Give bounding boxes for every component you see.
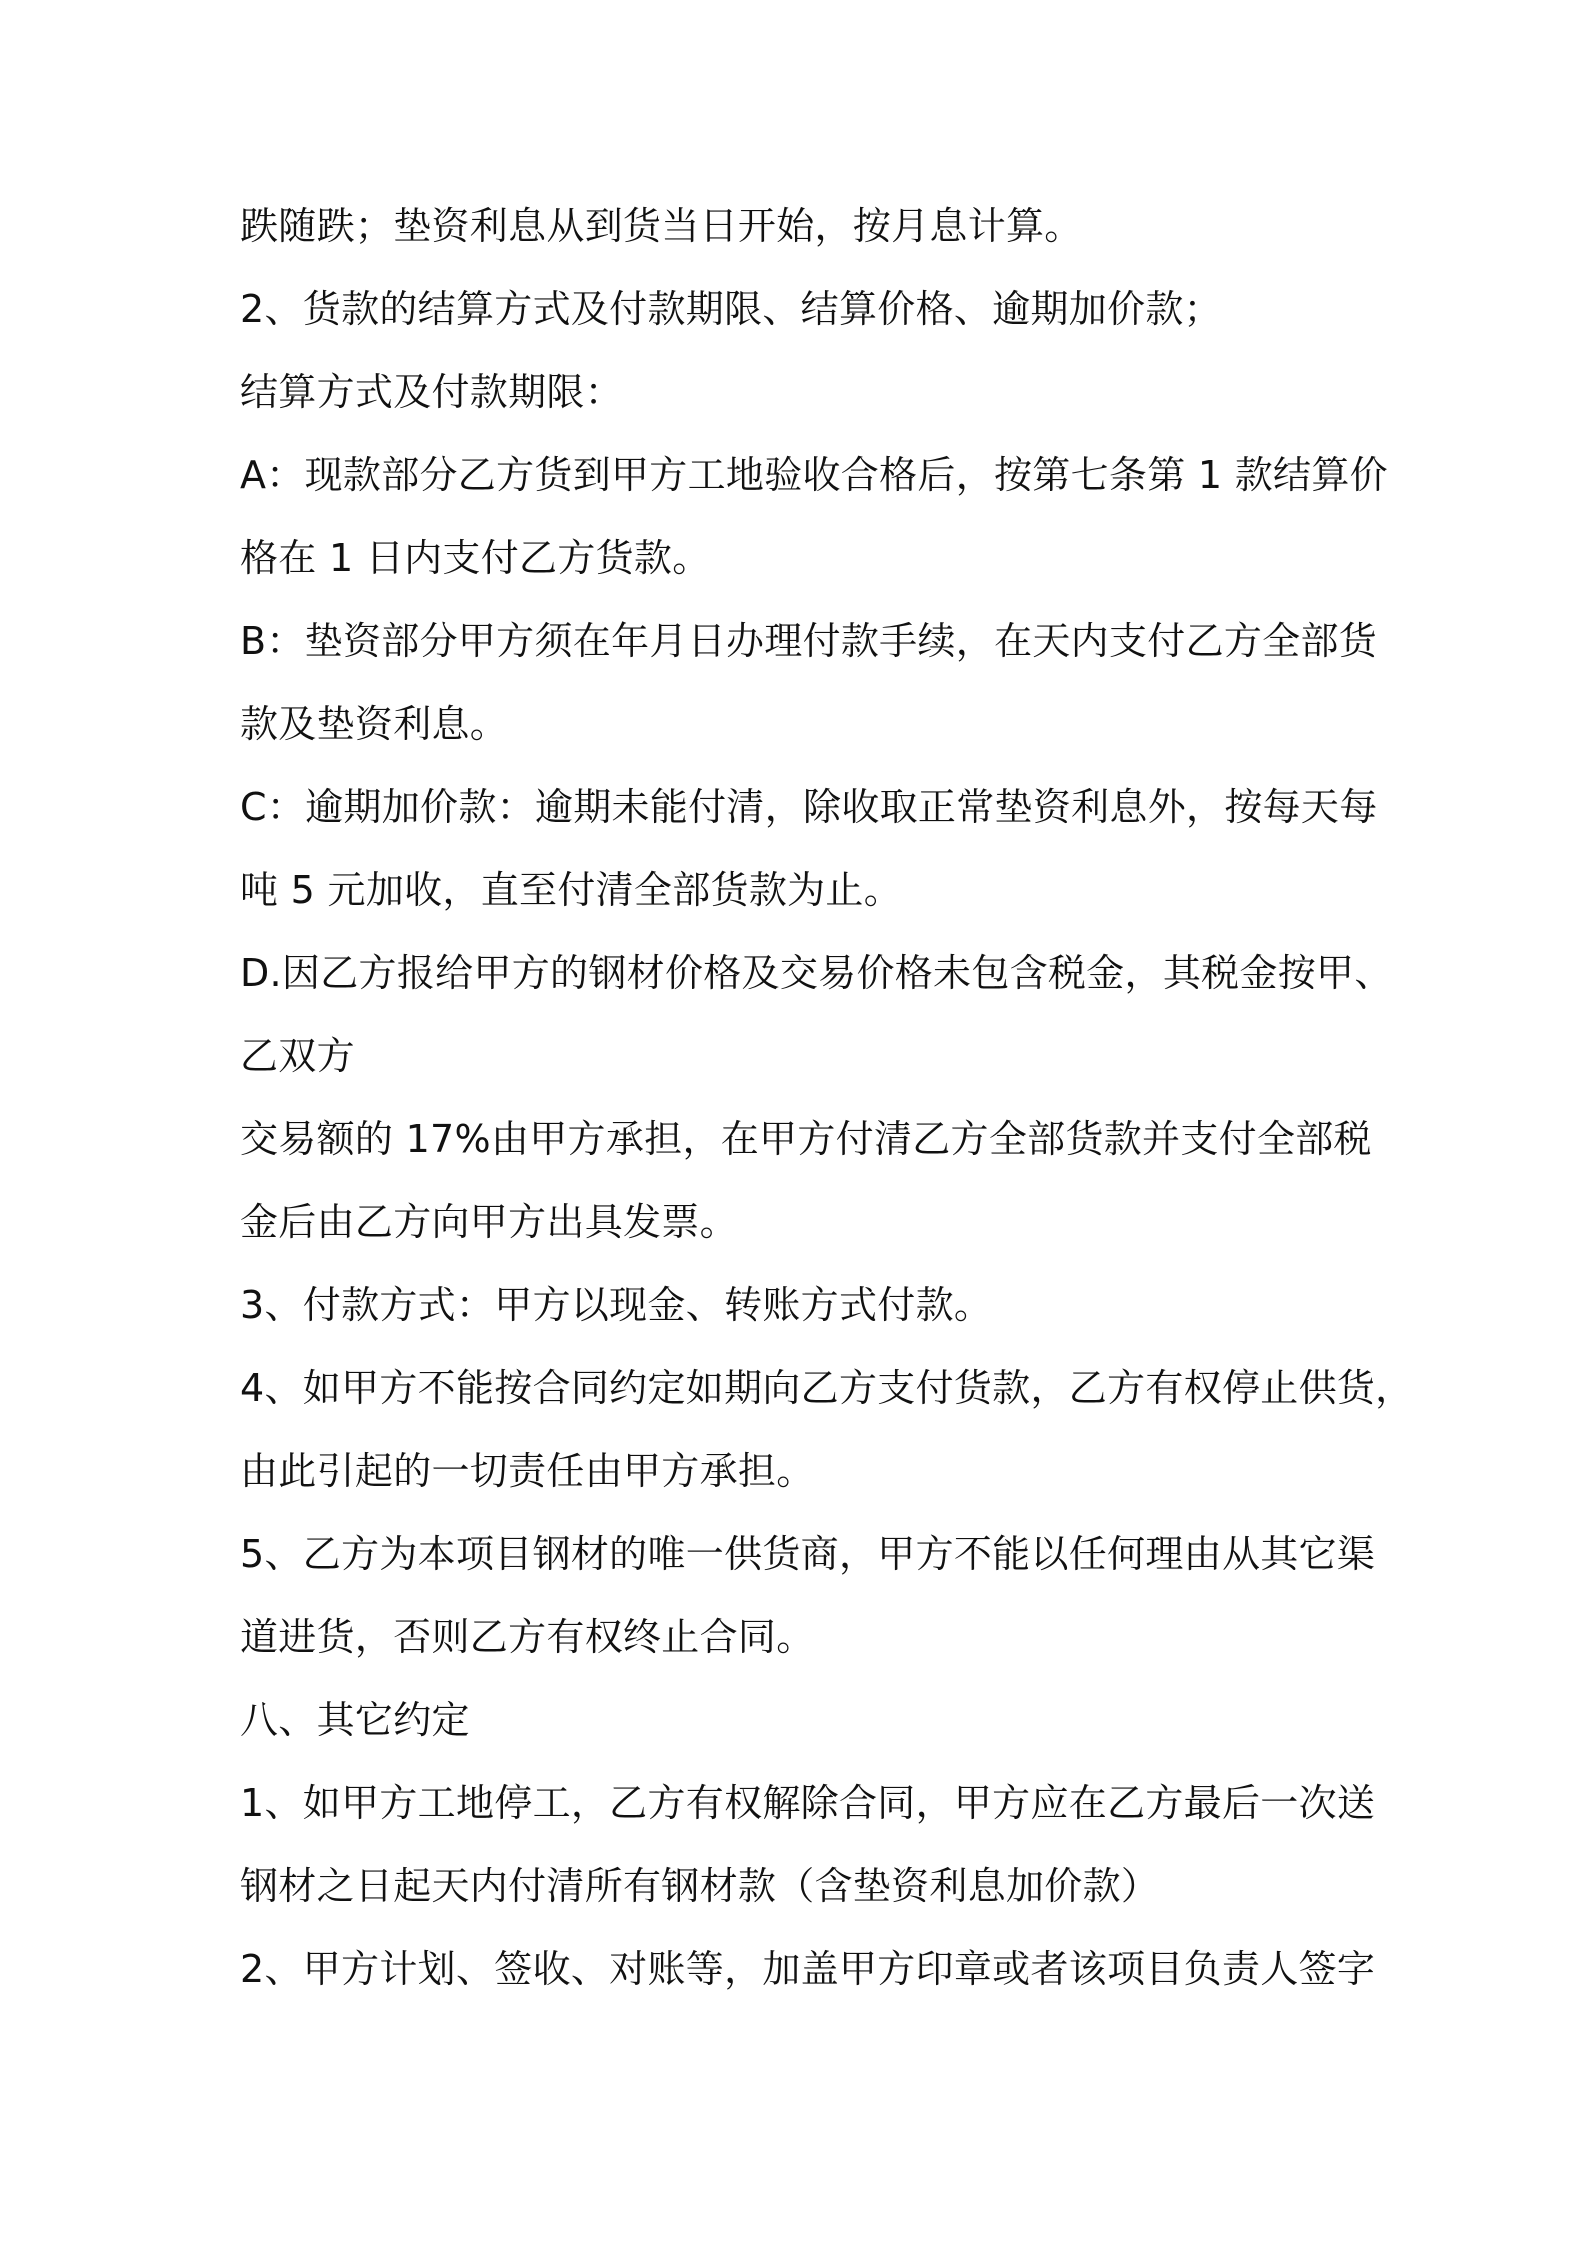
text-line-7: 款及垫资利息。 — [240, 702, 509, 746]
text-line-19: 八、其它约定 — [240, 1698, 470, 1742]
text-line-6: B：垫资部分甲方须在年月日办理付款手续，在天内支付乙方全部货 — [240, 619, 1378, 663]
text-line-13: 金后由乙方向甲方出具发票。 — [240, 1200, 738, 1244]
text-line-4: A：现款部分乙方货到甲方工地验收合格后，按第七条第 1 款结算价 — [240, 453, 1388, 497]
text-line-2: 2、货款的结算方式及付款期限、结算价格、逾期加价款； — [240, 287, 1222, 331]
text-line-14: 3、付款方式：甲方以现金、转账方式付款。 — [240, 1283, 993, 1327]
text-line-21: 钢材之日起天内付清所有钢材款（含垫资利息加价款） — [240, 1864, 1160, 1908]
text-line-5: 格在 1 日内支付乙方货款。 — [240, 536, 711, 580]
text-line-10: D.因乙方报给甲方的钢材价格及交易价格未包含税金，其税金按甲、 — [240, 951, 1393, 995]
text-line-15: 4、如甲方不能按合同约定如期向乙方支付货款，乙方有权停止供货， — [240, 1366, 1414, 1410]
text-line-16: 由此引起的一切责任由甲方承担。 — [240, 1449, 815, 1493]
text-line-11: 乙双方 — [240, 1034, 355, 1078]
text-line-20: 1、如甲方工地停工，乙方有权解除合同，甲方应在乙方最后一次送 — [240, 1781, 1376, 1825]
text-line-18: 道进货，否则乙方有权终止合同。 — [240, 1615, 815, 1659]
text-line-22: 2、甲方计划、签收、对账等，加盖甲方印章或者该项目负责人签字 — [240, 1947, 1376, 1991]
text-line-12: 交易额的 17%由甲方承担，在甲方付清乙方全部货款并支付全部税 — [240, 1117, 1372, 1161]
text-line-8: C：逾期加价款：逾期未能付清，除收取正常垫资利息外，按每天每 — [240, 785, 1378, 829]
text-line-1: 跌随跌；垫资利息从到货当日开始，按月息计算。 — [240, 204, 1083, 248]
text-line-9: 吨 5 元加收，直至付清全部货款为止。 — [240, 868, 903, 912]
text-line-3: 结算方式及付款期限： — [240, 370, 624, 414]
text-line-17: 5、乙方为本项目钢材的唯一供货商，甲方不能以任何理由从其它渠 — [240, 1532, 1376, 1576]
